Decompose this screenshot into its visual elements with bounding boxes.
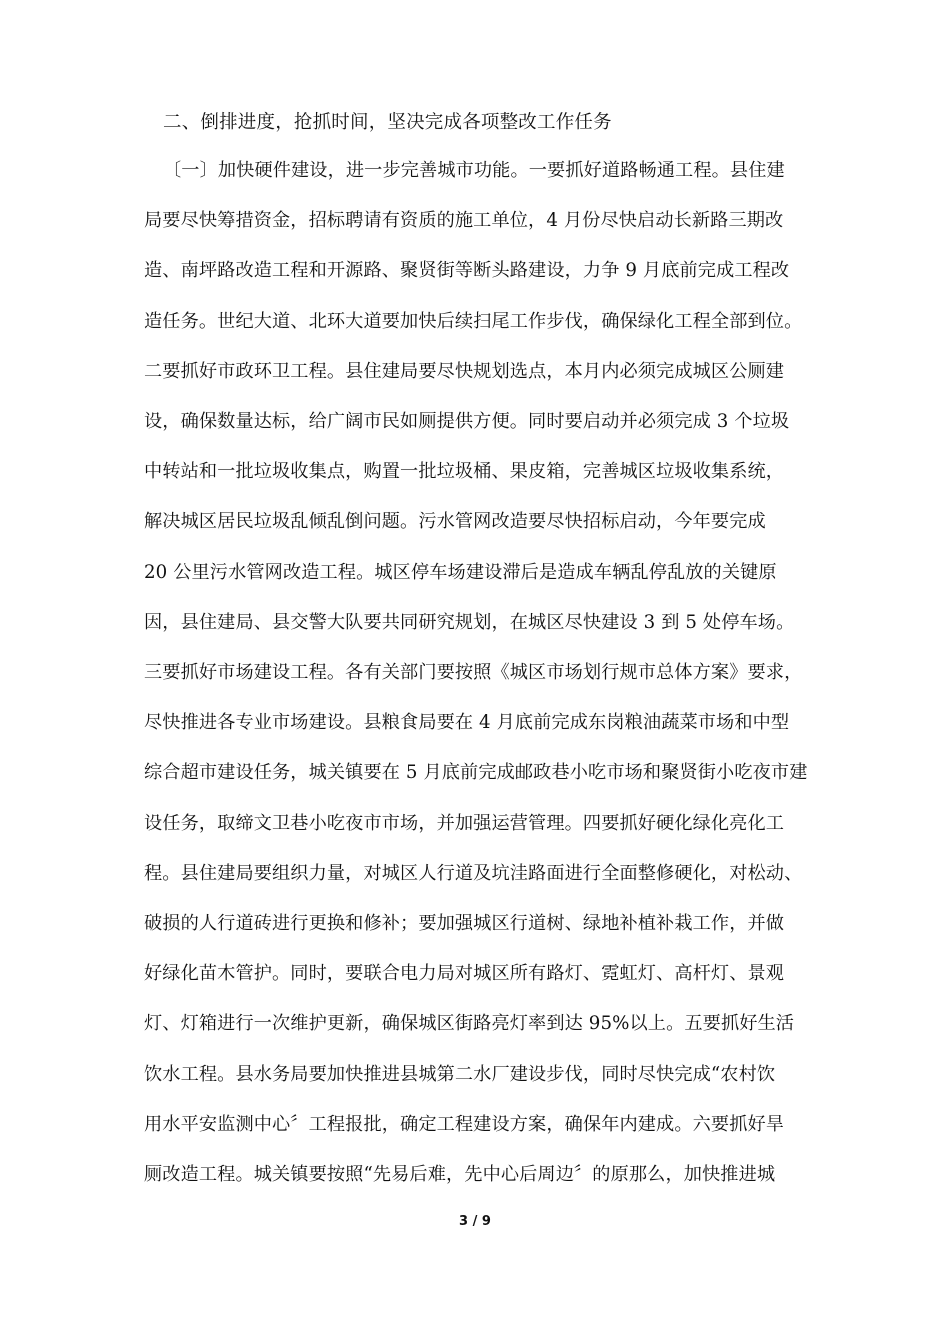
- text-line: 饮水工程。县水务局要加快推进县城第二水厂建设步伐，同时尽快完成“农村饮: [144, 1063, 776, 1085]
- text-line: 破损的人行道砖进行更换和修补；要加强城区行道树、绿地补植补栽工作，并做: [144, 913, 785, 934]
- text-line: 设，确保数量达标，给广阔市民如厕提供方便。同时要启动并必须完成 3 个垃圾: [144, 411, 790, 432]
- text-line: 〔一〕加快硬件建设，进一步完善城市功能。一要抓好道路畅通工程。县住建: [163, 160, 785, 181]
- text-line: 厕改造工程。城关镇要按照“先易后难，先中心后周边〞的原那么，加快推进城: [144, 1164, 776, 1185]
- page-number: 3 / 9: [459, 1214, 491, 1229]
- text-line: 综合超市建设任务，城关镇要在 5 月底前完成邮政巷小吃市场和聚贤街小吃夜市建: [144, 762, 808, 784]
- text-line: 解决城区居民垃圾乱倾乱倒问题。污水管网改造要尽快招标启动，今年要完成: [144, 511, 766, 533]
- text-line: 造任务。世纪大道、北环大道要加快后续扫尾工作步伐，确保绿化工程全部到位。: [144, 310, 803, 332]
- text-line: 尽快推进各专业市场建设。县粮食局要在 4 月底前完成东岗粮油蔬菜市场和中型: [144, 712, 790, 734]
- text-line: 20 公里污水管网改造工程。城区停车场建设滞后是造成车辆乱停乱放的关键原: [144, 561, 777, 583]
- text-line: 设任务，取缔文卫巷小吃夜市市场，并加强运营管理。四要抓好硬化绿化亮化工: [144, 812, 785, 834]
- text-line: 三要抓好市场建设工程。各有关部门要按照《城区市场划行规市总体方案》要求，: [144, 662, 803, 683]
- text-line: 用水平安监测中心〞工程报批，确定工程建设方案，确保年内建成。六要抓好旱: [144, 1113, 785, 1135]
- text-line: 灯、灯箱进行一次维护更新，确保城区街路亮灯率到达 95%以上。五要抓好生活: [144, 1013, 795, 1035]
- text-line: 好绿化苗木管护。同时，要联合电力局对城区所有路灯、霓虹灯、高杆灯、景观: [144, 963, 785, 985]
- section-heading: 二、倒排进度，抢抓时间，坚决完成各项整改工作任务: [163, 112, 612, 133]
- text-line: 因，县住建局、县交警大队要共同研究规划，在城区尽快建设 3 到 5 处停车场。: [144, 611, 795, 633]
- text-line: 造、南坪路改造工程和开源路、聚贤街等断头路建设，力争 9 月底前完成工程改: [144, 260, 790, 282]
- text-line: 二要抓好市政环卫工程。县住建局要尽快规划选点，本月内必须完成城区公厕建: [144, 360, 785, 382]
- text-line: 程。县住建局要组织力量，对城区人行道及坑洼路面进行全面整修硬化，对松动、: [144, 862, 803, 884]
- text-line: 局要尽快筹措资金，招标聘请有资质的施工单位，4 月份尽快启动长新路三期改: [144, 210, 784, 232]
- text-line: 中转站和一批垃圾收集点，购置一批垃圾桶、果皮箱，完善城区垃圾收集系统，: [144, 461, 785, 483]
